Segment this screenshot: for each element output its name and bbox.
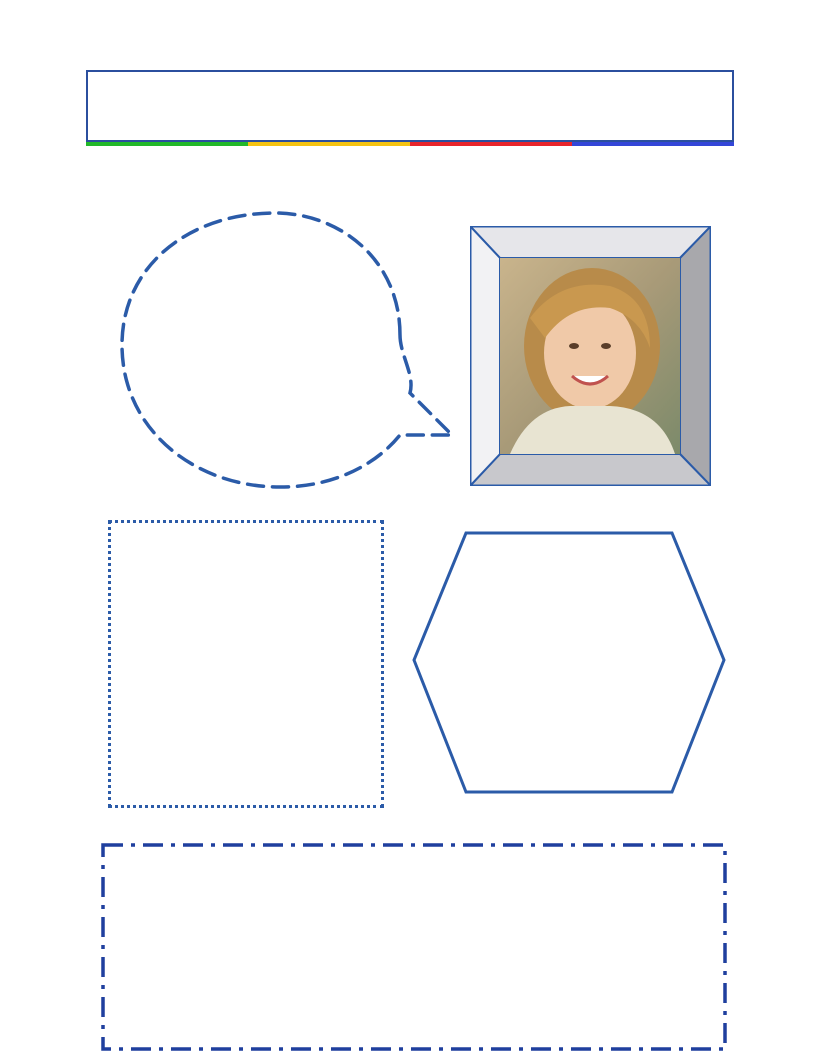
education-box [108, 520, 384, 808]
photo-frame [470, 226, 711, 486]
title-banner [86, 70, 734, 142]
lego-border-right [736, 52, 816, 1056]
portrait-photo [500, 258, 680, 454]
title-underline-stripe [86, 142, 734, 146]
contact-hexagon [410, 530, 728, 796]
hobbies-box [100, 842, 730, 1054]
speech-bubble [110, 205, 460, 495]
lego-border-left [0, 52, 84, 1056]
